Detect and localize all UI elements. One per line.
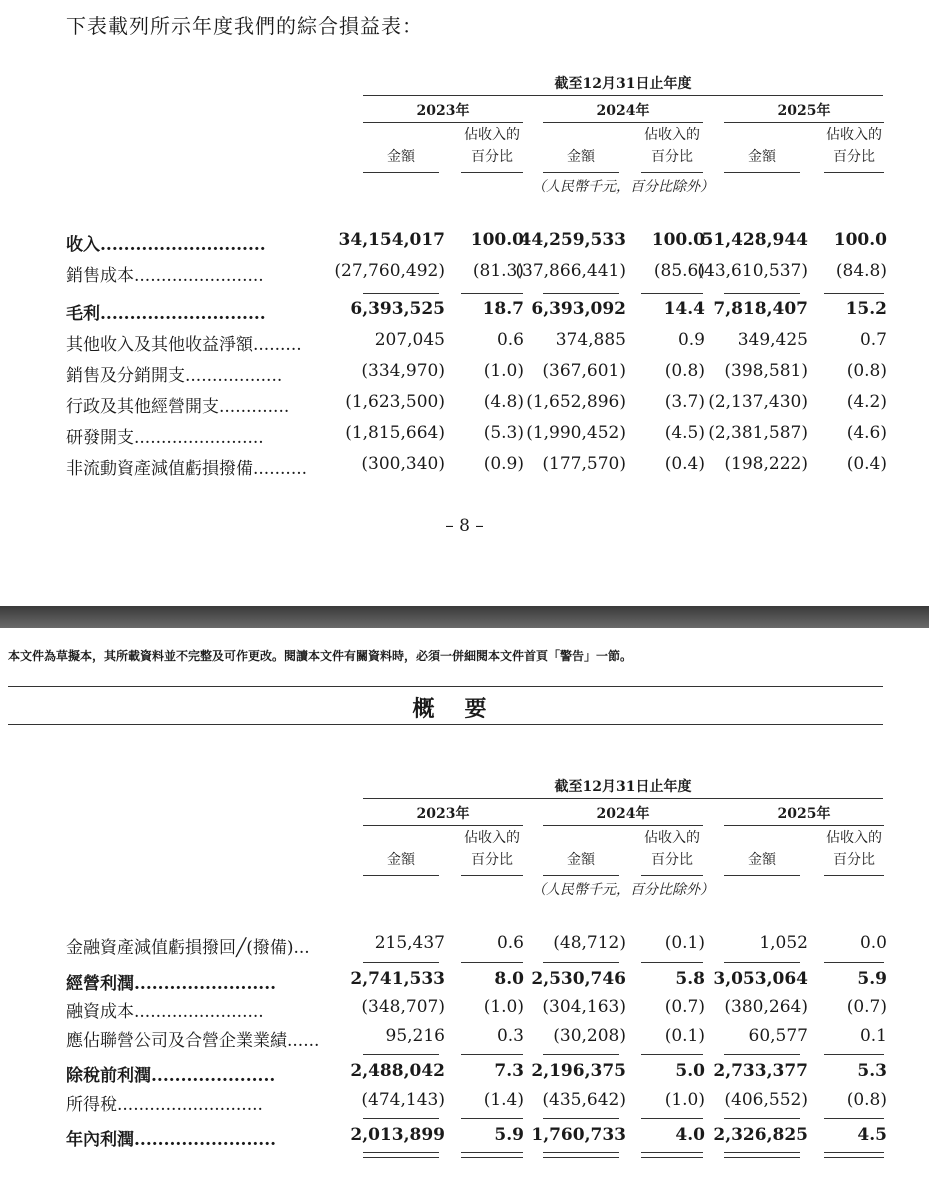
row-label-text: 毛利 <box>66 304 100 324</box>
leader-dots: ... <box>293 938 310 958</box>
subtotal-rule <box>461 1054 523 1055</box>
subtotal-rule <box>724 293 800 294</box>
notice-rule-top <box>8 686 883 687</box>
amount-cell: 1,052 <box>759 933 808 953</box>
amount-cell: (198,222) <box>724 454 808 474</box>
amount-rule <box>724 875 800 876</box>
pct-header-line2: 百分比 <box>651 852 693 868</box>
pct-cell: (0.4) <box>846 454 887 474</box>
pct-cell: (4.2) <box>846 392 887 412</box>
amount-cell: 2,488,042 <box>350 1061 445 1081</box>
row-label <box>66 1061 275 1086</box>
subtotal-rule <box>363 1054 439 1055</box>
pct-cell: 4.0 <box>675 1125 705 1145</box>
pct-rule <box>461 875 523 876</box>
pct-cell: 5.9 <box>494 1125 524 1145</box>
amount-cell: 2,733,377 <box>713 1061 808 1081</box>
pct-cell: (0.7) <box>846 997 887 1017</box>
period-rule <box>363 95 883 96</box>
pct-cell: 15.2 <box>845 299 887 319</box>
amount-cell: (304,163) <box>542 997 626 1017</box>
subtotal-rule <box>543 293 619 294</box>
leader-dots: .................. <box>185 366 283 386</box>
amount-cell: 6,393,092 <box>531 299 626 319</box>
pct-cell: 18.7 <box>482 299 524 319</box>
pct-rule <box>824 172 884 173</box>
pct-cell: (4.6) <box>846 423 887 443</box>
leader-dots: .......... <box>253 459 308 479</box>
row-label <box>66 392 289 417</box>
subtotal-rule <box>641 962 703 963</box>
pct-cell: (84.8) <box>835 261 887 281</box>
amount-cell: (43,610,537) <box>697 261 808 281</box>
amount-rule <box>724 172 800 173</box>
pct-cell: 0.6 <box>496 933 524 953</box>
pct-cell: 4.5 <box>857 1125 887 1145</box>
units-note: （人民幣千元，百分比除外） <box>532 882 714 898</box>
amount-cell: 34,154,017 <box>338 230 445 250</box>
row-label <box>66 299 266 324</box>
pct-cell: 14.4 <box>663 299 705 319</box>
row-label-text: 非流動資產減值虧損撥備 <box>66 459 253 479</box>
amount-cell: (1,990,452) <box>526 423 626 443</box>
amount-cell: (177,570) <box>542 454 626 474</box>
year-rule <box>724 122 884 123</box>
pct-header-line1: 佔收入的 <box>644 830 700 846</box>
row-label <box>66 933 310 958</box>
pct-cell: (1.4) <box>483 1090 524 1110</box>
amount-cell: (1,623,500) <box>345 392 445 412</box>
subtotal-rule <box>363 962 439 963</box>
pct-cell: 100.0 <box>651 230 705 250</box>
pct-cell: (81.3) <box>472 261 524 281</box>
leader-dots: ......... <box>253 335 302 355</box>
amount-header: 金額 <box>567 852 595 868</box>
amount-cell: 2,530,746 <box>531 969 626 989</box>
page-number: – 8 – <box>445 516 484 536</box>
pct-header-line2: 百分比 <box>833 149 875 165</box>
year-header: 2024年 <box>596 806 650 822</box>
leader-dots: ............. <box>219 397 290 417</box>
pct-header-line1: 佔收入的 <box>464 830 520 846</box>
subtotal-rule <box>724 1054 800 1055</box>
row-label-text: 除稅前利潤 <box>66 1066 151 1086</box>
amount-cell: (380,264) <box>724 997 808 1017</box>
period-header: 截至12月31日止年度 <box>554 779 692 795</box>
subtotal-rule <box>461 293 523 294</box>
row-label-text: 其他收入及其他收益淨額 <box>66 335 253 355</box>
amount-header: 金額 <box>748 149 776 165</box>
pct-rule <box>641 172 703 173</box>
amount-cell: 207,045 <box>374 330 445 350</box>
amount-cell: 51,428,944 <box>701 230 808 250</box>
amount-cell: 44,259,533 <box>519 230 626 250</box>
amount-cell: (348,707) <box>361 997 445 1017</box>
row-label-text: 金融資產減值虧損撥回╱(撥備) <box>66 938 294 958</box>
amount-rule <box>363 172 439 173</box>
total-double-rule <box>641 1152 703 1158</box>
pct-cell: (0.4) <box>664 454 705 474</box>
year-rule <box>543 825 703 826</box>
year-header: 2025年 <box>777 103 831 119</box>
total-double-rule <box>824 1152 884 1158</box>
row-label <box>66 1026 319 1051</box>
pct-cell: 0.1 <box>859 1026 887 1046</box>
pct-cell: (85.6) <box>653 261 705 281</box>
subtotal-rule <box>824 1054 884 1055</box>
draft-notice: 本文件為草擬本，其所載資料並不完整及可作更改。閱讀本文件有關資料時，必須一併細閱本文件首頁「警告」一節。 <box>8 649 633 663</box>
amount-rule <box>363 875 439 876</box>
row-label <box>66 330 302 355</box>
leader-dots: ........................... <box>117 1095 263 1115</box>
pct-header-line1: 佔收入的 <box>644 127 700 143</box>
subtotal-rule <box>724 1118 800 1119</box>
subtotal-rule <box>724 962 800 963</box>
amount-cell: (27,760,492) <box>334 261 445 281</box>
intro-text: 下表載列所示年度我們的綜合損益表： <box>66 14 423 38</box>
leader-dots: ........................ <box>134 1002 264 1022</box>
amount-header: 金額 <box>387 852 415 868</box>
subtotal-rule <box>543 1054 619 1055</box>
pct-cell: 0.3 <box>496 1026 524 1046</box>
pct-cell: 100.0 <box>470 230 524 250</box>
amount-cell: 349,425 <box>737 330 808 350</box>
row-label-text: 所得稅 <box>66 1095 117 1115</box>
pct-cell: 5.3 <box>857 1061 887 1081</box>
year-header: 2023年 <box>416 806 470 822</box>
amount-cell: 215,437 <box>374 933 445 953</box>
amount-cell: (2,137,430) <box>708 392 808 412</box>
subtotal-rule <box>824 962 884 963</box>
amount-cell: (435,642) <box>542 1090 626 1110</box>
amount-cell: 374,885 <box>555 330 626 350</box>
pct-cell: 0.9 <box>677 330 705 350</box>
leader-dots: ........................ <box>134 428 264 448</box>
pct-cell: (0.8) <box>664 361 705 381</box>
pct-cell: (0.8) <box>846 361 887 381</box>
pct-cell: (1.0) <box>483 361 524 381</box>
pct-header-line1: 佔收入的 <box>826 127 882 143</box>
pct-header-line1: 佔收入的 <box>464 127 520 143</box>
total-double-rule <box>461 1152 523 1158</box>
pct-cell: 5.9 <box>857 969 887 989</box>
subtotal-rule <box>641 1118 703 1119</box>
pct-cell: 0.0 <box>859 933 887 953</box>
row-label <box>66 423 264 448</box>
subtotal-rule <box>461 962 523 963</box>
row-label <box>66 261 264 286</box>
pct-cell: 5.0 <box>675 1061 705 1081</box>
row-label-text: 年內利潤 <box>66 1130 134 1150</box>
subtotal-rule <box>824 1118 884 1119</box>
row-label-text: 經營利潤 <box>66 974 134 994</box>
amount-cell: 2,196,375 <box>531 1061 626 1081</box>
amount-cell: 2,741,533 <box>350 969 445 989</box>
subtotal-rule <box>641 293 703 294</box>
pct-header-line2: 百分比 <box>833 852 875 868</box>
pct-rule <box>461 172 523 173</box>
row-label-text: 銷售成本 <box>66 266 134 286</box>
total-double-rule <box>724 1152 800 1158</box>
pct-cell: (1.0) <box>664 1090 705 1110</box>
amount-cell: (406,552) <box>724 1090 808 1110</box>
subtotal-rule <box>363 293 439 294</box>
amount-cell: (300,340) <box>361 454 445 474</box>
amount-cell: (48,712) <box>553 933 626 953</box>
leader-dots: ........................ <box>134 266 264 286</box>
subtotal-rule <box>543 962 619 963</box>
pct-cell: 0.6 <box>496 330 524 350</box>
amount-rule <box>543 875 619 876</box>
row-label <box>66 1090 263 1115</box>
pct-rule <box>641 875 703 876</box>
pct-cell: 100.0 <box>833 230 887 250</box>
amount-cell: (2,381,587) <box>708 423 808 443</box>
amount-cell: (367,601) <box>542 361 626 381</box>
leader-dots: ..................... <box>151 1066 276 1086</box>
amount-cell: (37,866,441) <box>515 261 626 281</box>
amount-header: 金額 <box>387 149 415 165</box>
amount-cell: 1,760,733 <box>531 1125 626 1145</box>
row-label <box>66 454 307 479</box>
amount-cell: (1,815,664) <box>345 423 445 443</box>
pct-header-line2: 百分比 <box>471 149 513 165</box>
row-label <box>66 230 266 255</box>
amount-cell: (334,970) <box>361 361 445 381</box>
pct-cell: (0.1) <box>664 1026 705 1046</box>
amount-cell: 95,216 <box>385 1026 445 1046</box>
pct-cell: (4.5) <box>664 423 705 443</box>
pct-cell: 0.7 <box>859 330 887 350</box>
year-header: 2025年 <box>777 806 831 822</box>
subtotal-rule <box>824 293 884 294</box>
year-header: 2024年 <box>596 103 650 119</box>
row-label <box>66 997 264 1022</box>
pct-header-line1: 佔收入的 <box>826 830 882 846</box>
amount-cell: 3,053,064 <box>713 969 808 989</box>
pct-cell: 8.0 <box>494 969 524 989</box>
amount-cell: (398,581) <box>724 361 808 381</box>
amount-header: 金額 <box>567 149 595 165</box>
amount-cell: (474,143) <box>361 1090 445 1110</box>
pct-cell: 5.8 <box>675 969 705 989</box>
pct-cell: (5.3) <box>483 423 524 443</box>
pct-cell: (0.1) <box>664 933 705 953</box>
subtotal-rule <box>363 1118 439 1119</box>
pct-cell: (4.8) <box>483 392 524 412</box>
year-rule <box>543 122 703 123</box>
row-label <box>66 361 282 386</box>
pct-rule <box>824 875 884 876</box>
pct-cell: (1.0) <box>483 997 524 1017</box>
amount-cell: 2,013,899 <box>350 1125 445 1145</box>
section-rule-bottom <box>8 724 883 725</box>
amount-cell: (30,208) <box>553 1026 626 1046</box>
amount-cell: 6,393,525 <box>350 299 445 319</box>
row-label <box>66 1125 276 1150</box>
leader-dots: ............................ <box>100 304 266 324</box>
leader-dots: ........................ <box>134 1130 277 1150</box>
subtotal-rule <box>641 1054 703 1055</box>
subtotal-rule <box>543 1118 619 1119</box>
pct-cell: (0.7) <box>664 997 705 1017</box>
amount-cell: 7,818,407 <box>713 299 808 319</box>
year-rule <box>363 122 523 123</box>
leader-dots: ............................ <box>100 235 266 255</box>
row-label-text: 收入 <box>66 235 100 255</box>
year-header: 2023年 <box>416 103 470 119</box>
pct-cell: (0.9) <box>483 454 524 474</box>
units-note: （人民幣千元，百分比除外） <box>532 179 714 195</box>
subtotal-rule <box>461 1118 523 1119</box>
section-title: 概要 <box>412 696 517 722</box>
period-rule <box>363 798 883 799</box>
leader-dots: ...... <box>287 1031 320 1051</box>
amount-header: 金額 <box>748 852 776 868</box>
amount-cell: (1,652,896) <box>526 392 626 412</box>
row-label-text: 融資成本 <box>66 1002 134 1022</box>
amount-cell: 60,577 <box>748 1026 808 1046</box>
pct-cell: (0.8) <box>846 1090 887 1110</box>
row-label-text: 研發開支 <box>66 428 134 448</box>
pct-cell: 7.3 <box>494 1061 524 1081</box>
year-rule <box>724 825 884 826</box>
row-label-text: 銷售及分銷開支 <box>66 366 185 386</box>
period-header: 截至12月31日止年度 <box>554 76 692 92</box>
total-double-rule <box>363 1152 439 1158</box>
pct-cell: (3.7) <box>664 392 705 412</box>
pct-header-line2: 百分比 <box>651 149 693 165</box>
pct-header-line2: 百分比 <box>471 852 513 868</box>
leader-dots: ........................ <box>134 974 277 994</box>
year-rule <box>363 825 523 826</box>
amount-cell: 2,326,825 <box>713 1125 808 1145</box>
amount-rule <box>543 172 619 173</box>
total-double-rule <box>543 1152 619 1158</box>
row-label <box>66 969 276 994</box>
row-label-text: 行政及其他經營開支 <box>66 397 219 417</box>
page-divider <box>0 606 929 628</box>
row-label-text: 應佔聯營公司及合營企業業績 <box>66 1031 287 1051</box>
